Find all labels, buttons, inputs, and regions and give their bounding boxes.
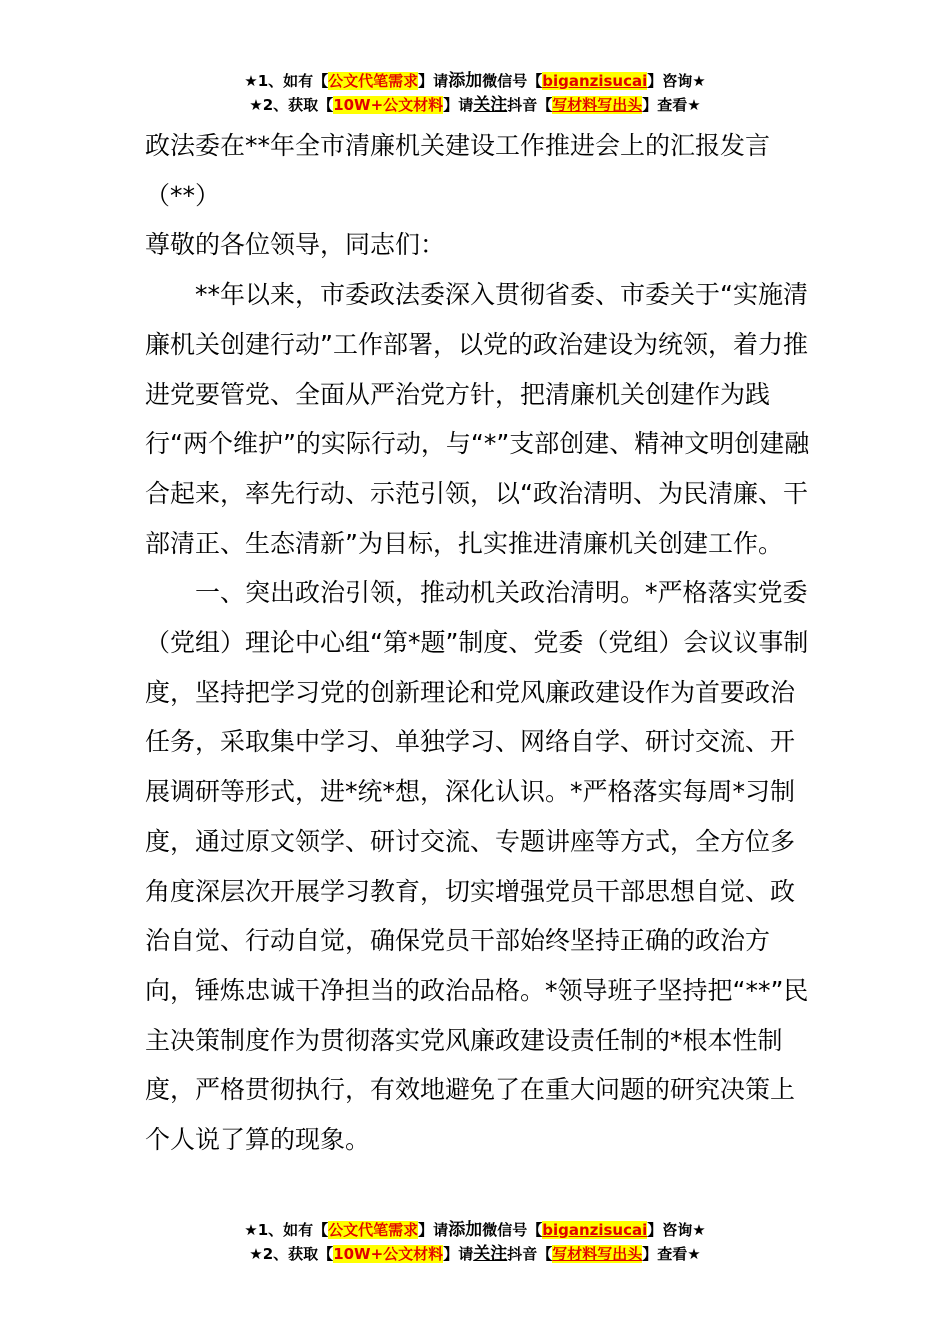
banner-text: 】请 xyxy=(418,1221,449,1239)
banner-text: 】请 xyxy=(418,72,449,90)
banner-emphasis: 添加 xyxy=(448,1220,483,1240)
salutation: 尊敬的各位领导，同志们： xyxy=(145,230,446,260)
banner-emphasis: 关注 xyxy=(473,95,508,115)
douyin-account-link[interactable]: 写材料写出头 xyxy=(552,96,643,114)
document-title: 政法委在**年全市清廉机关建设工作推进会上的汇报发言（**） xyxy=(145,131,771,210)
banner-text: ★2、获取【 xyxy=(249,1245,334,1263)
banner-text: ★1、如有【 xyxy=(244,72,329,90)
banner-highlight: 公文代笔需求 xyxy=(328,72,419,90)
banner-text: 】咨询★ xyxy=(647,72,706,90)
banner-text: 】请 xyxy=(443,96,474,114)
paragraph-intro: **年以来，市委政法委深入贯彻省委、市委关于“实施清廉机关创建行动”工作部署，以党的政治建设为统领，着力推进党要管党、全面从严治党方针，把清廉机关创建作为践行“两个维护”的实际行动，与“*”支部创建、精神文明创建融合起来，率先行动、示范引领，以“政治清明、为民清廉、干部清正、生态清新”为目标，扎实推进清廉机关创建工作。 xyxy=(145,280,810,558)
banner-highlight: 公文代笔需求 xyxy=(328,1221,419,1239)
banner-text: 】请 xyxy=(443,1245,474,1263)
banner-text: 】咨询★ xyxy=(647,1221,706,1239)
banner-line-1 xyxy=(0,70,950,92)
document-body xyxy=(145,121,810,1165)
wechat-id-link[interactable]: biganzisucai xyxy=(542,1221,648,1239)
paragraph-section-1: 一、突出政治引领，推动机关政治清明。*严格落实党委（党组）理论中心组“第*题”制度、党委（党组）会议议事制度，坚持把学习党的创新理论和党风廉政建设作为首要政治任务，采取集中学习、单独学习、网络自学、研讨交流、开展调研等形式，进*统*想，深化认识。*严格落实每周*习制度，通过原文领学、研讨交流、专题讲座等方式，全方位多角度深层次开展学习教育，切实增强党员干部思想自觉、政治自觉、行动自觉，确保党员干部始终坚持正确的政治方向，锤炼忠诚干净担当的政治品格。*领导班子坚持把“**”民主决策制度作为贯彻落实党风廉政建设责任制的*根本性制度，严格贯彻执行，有效地避免了在重大问题的研究决策上个人说了算的现象。 xyxy=(145,578,809,1155)
banner-text: ★2、获取【 xyxy=(249,96,334,114)
banner-line-2 xyxy=(0,94,950,116)
banner-text: 】查看★ xyxy=(642,96,701,114)
douyin-account-link[interactable]: 写材料写出头 xyxy=(552,1245,643,1263)
footer-banner-line-2 xyxy=(0,1243,950,1265)
banner-text: 微信号【 xyxy=(482,1221,543,1239)
banner-emphasis: 添加 xyxy=(448,71,483,91)
banner-text: 微信号【 xyxy=(482,72,543,90)
banner-highlight: 10W+公文材料 xyxy=(333,1245,444,1263)
banner-emphasis: 关注 xyxy=(473,1244,508,1264)
banner-text: 抖音【 xyxy=(507,1245,553,1263)
footer-banner-line-1 xyxy=(0,1219,950,1241)
banner-text: ★1、如有【 xyxy=(244,1221,329,1239)
wechat-id-link[interactable]: biganzisucai xyxy=(542,72,648,90)
banner-text: 】查看★ xyxy=(642,1245,701,1263)
banner-highlight: 10W+公文材料 xyxy=(333,96,444,114)
banner-text: 抖音【 xyxy=(507,96,553,114)
